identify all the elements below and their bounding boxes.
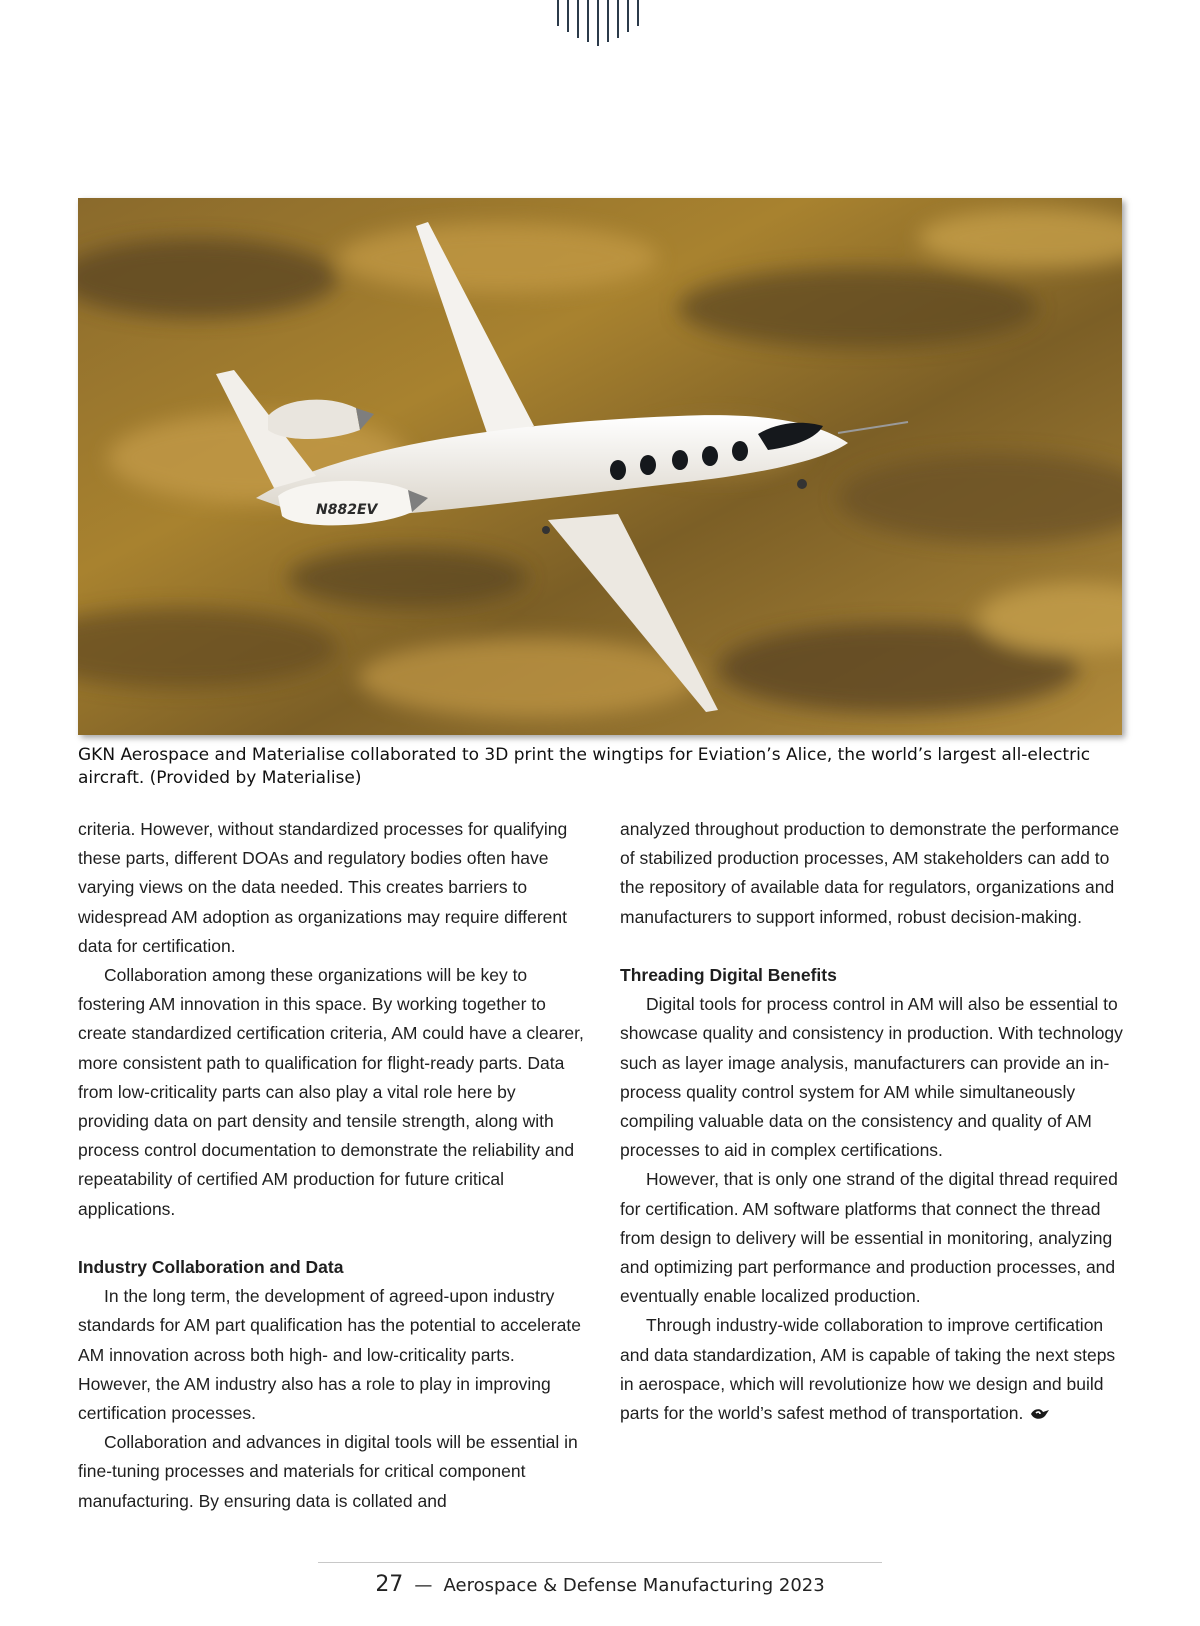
aircraft-photo xyxy=(78,198,1122,735)
right-column xyxy=(620,815,1132,1428)
publication-name: Aerospace & Defense Manufacturing 2023 xyxy=(443,1575,825,1596)
left-column xyxy=(78,815,588,1516)
section-heading-threading-digital: Threading Digital Benefits xyxy=(620,965,837,985)
left-paragraph-2: Collaboration among these organizations will be key to fostering AM innovation in this space. By working together to create standardized certification criteria, AM could have a clearer, more consistent path to qualification for flight-ready parts. Data from low-criticality parts can also play a vital role here by providing data on part density and tensile strength, along with process control documentation to demonstrate the reliability and repeatability of certified AM production for future critical applications. xyxy=(78,965,584,1219)
footer-divider xyxy=(318,1562,882,1563)
header-ornament-icon xyxy=(556,0,640,50)
photo-caption: GKN Aerospace and Materialise collaborated to 3D print the wingtips for Eviation’s Alice, the world’s largest all-electric aircraft. (Provided by Materialise) xyxy=(78,745,1091,788)
footer-separator: — xyxy=(414,1575,433,1596)
right-paragraph-3: However, that is only one strand of the digital thread required for certification. AM software platforms that connect the thread from design to delivery will be essential in monitoring, analyzing and optimizing part performance and production processes, and eventually enable localized production. xyxy=(620,1169,1118,1307)
tail-number-label: N882EV xyxy=(316,502,378,518)
right-paragraph-1: analyzed throughout production to demonstrate the performance of stabilized production processes, AM stakeholders can add to the repository of available data for regulators, organizations and manufacturers to support informed, robust decision-making. xyxy=(620,819,1120,927)
right-paragraph-4 xyxy=(620,1311,1132,1428)
right-paragraph-4-text: Through industry-wide collaboration to improve certification and data standardization, AM is capable of taking the next steps in aerospace, which will revolutionize how we design and build parts for the world’s safest method of transportation. xyxy=(620,1315,1116,1424)
left-paragraph-4: Collaboration and advances in digital tools will be essential in fine-tuning processes and materials for critical component manufacturing. By ensuring data is collated and xyxy=(78,1432,578,1511)
page-number: 27 xyxy=(375,1572,404,1597)
right-paragraph-2: Digital tools for process control in AM will also be essential to showcase quality and consistency in production. With technology such as layer image analysis, manufacturers can provide an in-process quality control system for AM while simultaneously compiling valuable data on the consistency and quality of AM processes to aid in complex certifications. xyxy=(620,994,1123,1161)
left-paragraph-3: In the long term, the development of agreed-upon industry standards for AM part qualification has the potential to accelerate AM innovation across both high- and low-criticality parts. However, the AM industry also has a role to play in improving certification processes. xyxy=(78,1286,581,1424)
page-footer xyxy=(318,1572,882,1597)
left-paragraph-1: criteria. However, without standardized processes for qualifying these parts, different DOAs and regulatory bodies often have varying views on the data needed. This creates barriers to widespread AM adoption as organizations may require different data for certification. xyxy=(78,819,568,956)
section-heading-industry-collaboration: Industry Collaboration and Data xyxy=(78,1257,344,1278)
end-of-article-icon xyxy=(1029,1407,1051,1421)
